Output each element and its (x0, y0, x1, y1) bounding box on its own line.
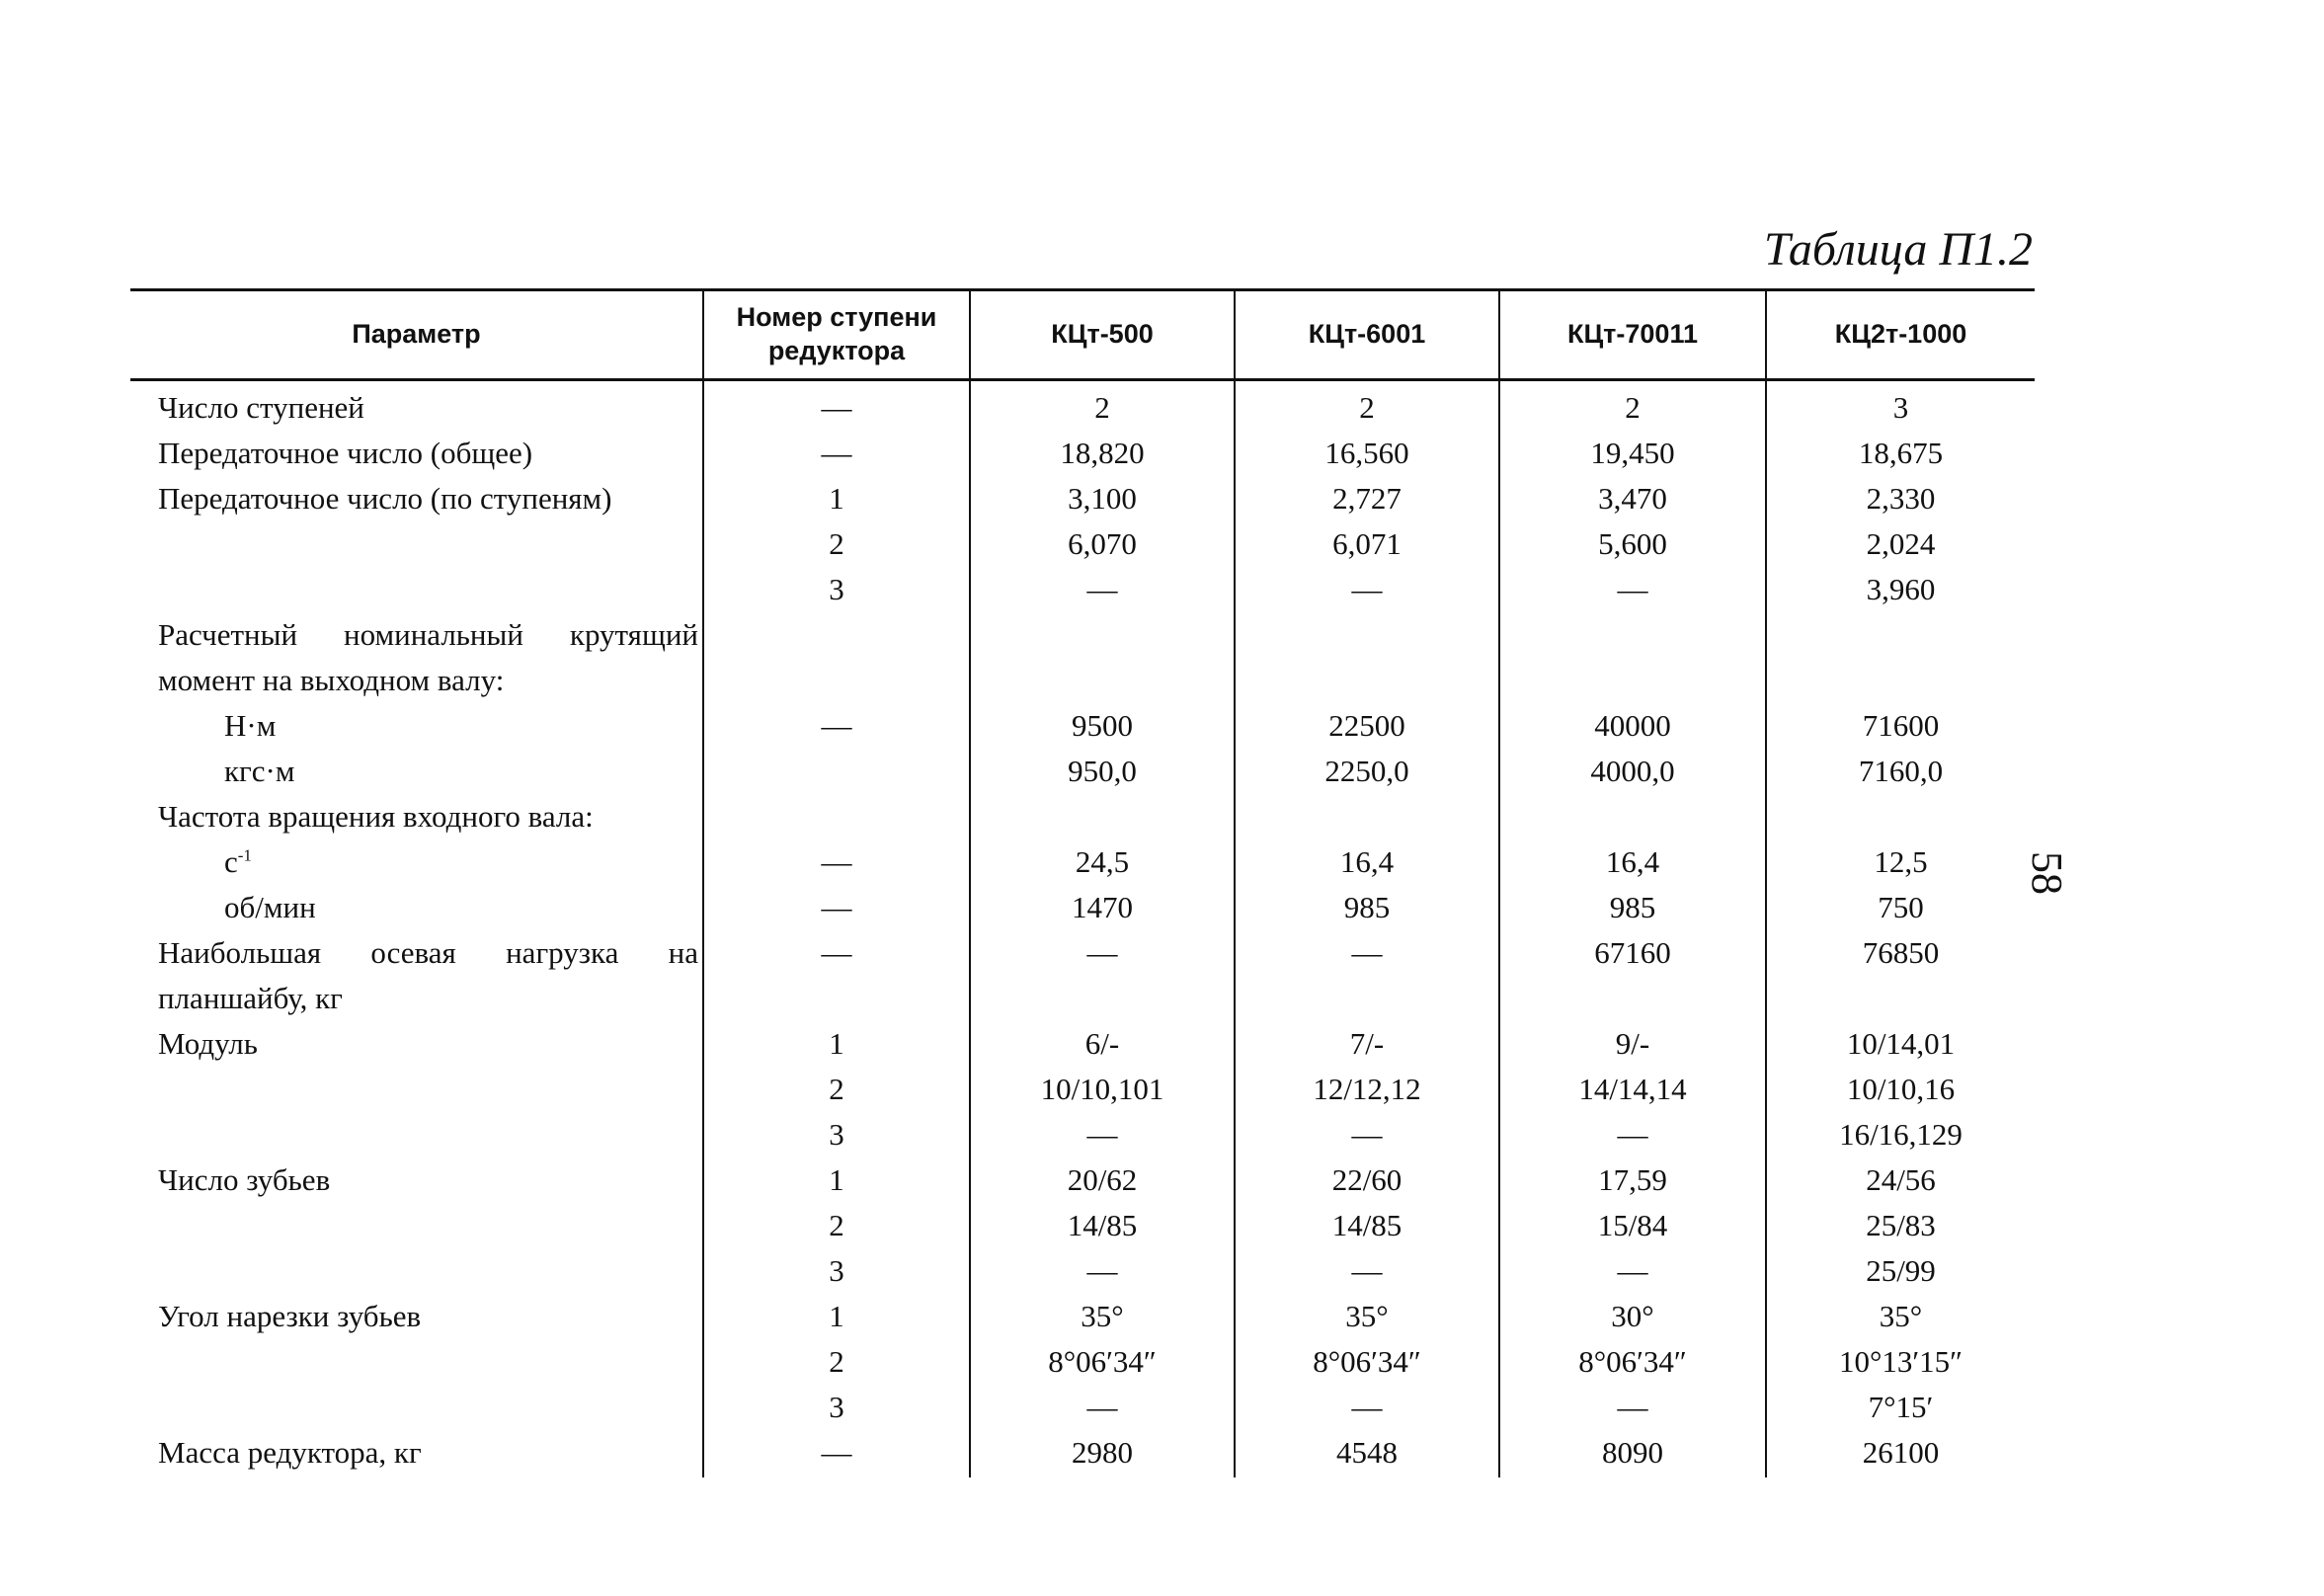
stage-cell (703, 747, 970, 792)
parameter-cell (130, 1201, 703, 1246)
table-row (130, 747, 2035, 792)
stage-cell: 2 (703, 1337, 970, 1383)
parameter-cell (130, 474, 703, 519)
kc2t-1000-cell: 24/56 (1766, 1156, 2035, 1201)
kct-70011-cell: 14/14,14 (1499, 1065, 1766, 1110)
kct-500-cell: 9500 (970, 701, 1235, 747)
table-row (130, 656, 2035, 701)
kc2t-1000-cell: 76850 (1766, 928, 2035, 974)
parameter-cell (130, 701, 703, 747)
kct-500-cell: 35° (970, 1292, 1235, 1337)
parameter-text: Наибольшая осевая нагрузка на (158, 935, 698, 970)
table-row (130, 1065, 2035, 1110)
kct-500-cell: — (970, 565, 1235, 610)
parameter-text: Передаточное число (по ступеням) (158, 481, 612, 516)
kct-70011-cell: 19,450 (1499, 429, 1766, 474)
parameter-cell (130, 429, 703, 474)
parameter-cell (130, 792, 703, 838)
kct-500-cell (970, 974, 1235, 1019)
kct-6001-cell (1235, 656, 1499, 701)
kc2t-1000-cell (1766, 792, 2035, 838)
table-row (130, 1246, 2035, 1292)
kct-500-cell: 6,070 (970, 519, 1235, 565)
kc2t-1000-cell: 10/14,01 (1766, 1019, 2035, 1065)
parameter-cell (130, 747, 703, 792)
kct-6001-cell: — (1235, 565, 1499, 610)
stage-cell: — (703, 1428, 970, 1477)
kct-6001-cell: — (1235, 1383, 1499, 1428)
table-row (130, 429, 2035, 474)
stage-cell: 2 (703, 1065, 970, 1110)
kct-500-cell: 3,100 (970, 474, 1235, 519)
parameter-cell (130, 565, 703, 610)
kc2t-1000-cell: 18,675 (1766, 429, 2035, 474)
kct-6001-cell (1235, 610, 1499, 656)
kct-70011-cell: 5,600 (1499, 519, 1766, 565)
kct-500-cell: 18,820 (970, 429, 1235, 474)
stage-cell: — (703, 928, 970, 974)
table-row (130, 1337, 2035, 1383)
stage-cell (703, 610, 970, 656)
parameter-text: Модуль (158, 1026, 258, 1061)
parameter-text: Расчетный номинальный крутящий (158, 617, 698, 652)
kct-500-cell: 6/- (970, 1019, 1235, 1065)
table-row (130, 1201, 2035, 1246)
header-parameter: Параметр (130, 290, 703, 380)
kct-500-cell: 950,0 (970, 747, 1235, 792)
kct-6001-cell: — (1235, 1246, 1499, 1292)
parameter-cell (130, 1156, 703, 1201)
kct-70011-cell: 40000 (1499, 701, 1766, 747)
table-row (130, 1428, 2035, 1477)
stage-cell (703, 792, 970, 838)
parameter-cell (130, 656, 703, 701)
table-row (130, 1383, 2035, 1428)
kc2t-1000-cell: 25/99 (1766, 1246, 2035, 1292)
table-row (130, 974, 2035, 1019)
kct-500-cell: — (970, 1110, 1235, 1156)
kc2t-1000-cell: 7°15′ (1766, 1383, 2035, 1428)
kc2t-1000-cell: 10/10,16 (1766, 1065, 2035, 1110)
stage-cell: 2 (703, 1201, 970, 1246)
parameter-text: об/мин (224, 890, 316, 924)
kct-6001-cell: 16,560 (1235, 429, 1499, 474)
spec-table (130, 288, 2035, 1477)
kc2t-1000-cell: 3 (1766, 380, 2035, 430)
kct-70011-cell (1499, 610, 1766, 656)
kc2t-1000-cell: 12,5 (1766, 838, 2035, 883)
kct-6001-cell: 22/60 (1235, 1156, 1499, 1201)
stage-cell: — (703, 883, 970, 928)
kct-6001-cell: 2250,0 (1235, 747, 1499, 792)
kct-500-cell: 10/10,101 (970, 1065, 1235, 1110)
header-stage: Номер ступени редуктора (703, 290, 970, 380)
table-row (130, 1292, 2035, 1337)
kct-500-cell (970, 656, 1235, 701)
parameter-cell (130, 883, 703, 928)
kct-70011-cell: 3,470 (1499, 474, 1766, 519)
kct-6001-cell: 14/85 (1235, 1201, 1499, 1246)
kc2t-1000-cell: 10°13′15″ (1766, 1337, 2035, 1383)
kc2t-1000-cell: 25/83 (1766, 1201, 2035, 1246)
parameter-text: момент на выходном валу: (158, 663, 505, 697)
kct-6001-cell: 12/12,12 (1235, 1065, 1499, 1110)
parameter-cell (130, 380, 703, 430)
kct-500-cell (970, 792, 1235, 838)
kct-6001-cell: 16,4 (1235, 838, 1499, 883)
kct-6001-cell: 22500 (1235, 701, 1499, 747)
parameter-cell (130, 1110, 703, 1156)
kct-500-cell: — (970, 1383, 1235, 1428)
table-row (130, 701, 2035, 747)
parameter-cell (130, 1246, 703, 1292)
table-row (130, 1156, 2035, 1201)
kct-70011-cell: 8090 (1499, 1428, 1766, 1477)
kct-6001-cell: 7/- (1235, 1019, 1499, 1065)
kct-70011-cell: — (1499, 565, 1766, 610)
parameter-cell (130, 519, 703, 565)
kct-6001-cell (1235, 792, 1499, 838)
kc2t-1000-cell: 26100 (1766, 1428, 2035, 1477)
kc2t-1000-cell: 750 (1766, 883, 2035, 928)
kc2t-1000-cell: 2,024 (1766, 519, 2035, 565)
table-header-row (130, 290, 2035, 380)
header-kct-6001: КЦт-6001 (1235, 290, 1499, 380)
kct-70011-cell: 8°06′34″ (1499, 1337, 1766, 1383)
parameter-text: планшайбу, кг (158, 981, 343, 1015)
kct-70011-cell: — (1499, 1246, 1766, 1292)
kct-500-cell: 20/62 (970, 1156, 1235, 1201)
kc2t-1000-cell (1766, 610, 2035, 656)
parameter-text: Передаточное число (общее) (158, 436, 533, 470)
parameter-text: кгс·м (224, 754, 295, 788)
kct-6001-cell: 2 (1235, 380, 1499, 430)
stage-cell: 2 (703, 519, 970, 565)
kc2t-1000-cell: 2,330 (1766, 474, 2035, 519)
parameter-cell (130, 1292, 703, 1337)
kct-6001-cell: 2,727 (1235, 474, 1499, 519)
parameter-text: Угол нарезки зубьев (158, 1299, 422, 1333)
kct-70011-cell: 2 (1499, 380, 1766, 430)
parameter-cell (130, 1428, 703, 1477)
parameter-cell (130, 1065, 703, 1110)
kct-500-cell: 1470 (970, 883, 1235, 928)
kct-70011-cell (1499, 974, 1766, 1019)
parameter-cell (130, 928, 703, 974)
kct-70011-cell: 30° (1499, 1292, 1766, 1337)
table-body (130, 380, 2035, 1478)
parameter-cell (130, 838, 703, 883)
stage-cell: — (703, 429, 970, 474)
stage-cell: — (703, 380, 970, 430)
stage-cell: 1 (703, 474, 970, 519)
table-row (130, 1110, 2035, 1156)
kct-500-cell (970, 610, 1235, 656)
kct-70011-cell: — (1499, 1110, 1766, 1156)
kct-500-cell: 2 (970, 380, 1235, 430)
table-row (130, 838, 2035, 883)
header-kct-500: КЦт-500 (970, 290, 1235, 380)
kct-70011-cell: 17,59 (1499, 1156, 1766, 1201)
table-row (130, 565, 2035, 610)
parameter-superscript: -1 (237, 845, 252, 865)
kc2t-1000-cell (1766, 974, 2035, 1019)
kc2t-1000-cell: 35° (1766, 1292, 2035, 1337)
kct-70011-cell: 16,4 (1499, 838, 1766, 883)
kct-500-cell: 14/85 (970, 1201, 1235, 1246)
stage-cell (703, 974, 970, 1019)
kct-70011-cell (1499, 792, 1766, 838)
parameter-cell (130, 1383, 703, 1428)
table-row (130, 792, 2035, 838)
kct-70011-cell: 15/84 (1499, 1201, 1766, 1246)
parameter-cell (130, 610, 703, 656)
page-number: 58 (2023, 851, 2071, 895)
parameter-text: Число зубьев (158, 1162, 331, 1197)
parameter-text: Масса редуктора, кг (158, 1435, 422, 1470)
kct-6001-cell: 8°06′34″ (1235, 1337, 1499, 1383)
parameter-text: Н·м (224, 708, 277, 743)
header-kct-70011: КЦт-70011 (1499, 290, 1766, 380)
kct-500-cell: 24,5 (970, 838, 1235, 883)
table-row (130, 610, 2035, 656)
kct-6001-cell (1235, 974, 1499, 1019)
stage-cell: 3 (703, 1246, 970, 1292)
kct-500-cell: 2980 (970, 1428, 1235, 1477)
kct-70011-cell: 985 (1499, 883, 1766, 928)
table-row (130, 928, 2035, 974)
stage-cell: — (703, 838, 970, 883)
kct-6001-cell: 985 (1235, 883, 1499, 928)
parameter-cell (130, 1337, 703, 1383)
kct-500-cell: 8°06′34″ (970, 1337, 1235, 1383)
parameter-text: с (224, 844, 238, 879)
parameter-cell (130, 1019, 703, 1065)
stage-cell: 3 (703, 565, 970, 610)
stage-cell: 1 (703, 1019, 970, 1065)
kc2t-1000-cell (1766, 656, 2035, 701)
kc2t-1000-cell: 71600 (1766, 701, 2035, 747)
table-row (130, 883, 2035, 928)
kct-70011-cell: 9/- (1499, 1019, 1766, 1065)
table-row (130, 474, 2035, 519)
stage-cell: 1 (703, 1292, 970, 1337)
table-row (130, 380, 2035, 430)
kct-6001-cell: — (1235, 928, 1499, 974)
stage-cell: 3 (703, 1383, 970, 1428)
parameter-text: Число ступеней (158, 390, 364, 425)
stage-cell: 1 (703, 1156, 970, 1201)
table-row (130, 1019, 2035, 1065)
header-kc2t-1000: КЦ2т-1000 (1766, 290, 2035, 380)
kct-70011-cell: — (1499, 1383, 1766, 1428)
kct-6001-cell: 6,071 (1235, 519, 1499, 565)
kct-6001-cell: 35° (1235, 1292, 1499, 1337)
stage-cell (703, 656, 970, 701)
stage-cell: 3 (703, 1110, 970, 1156)
table-caption: Таблица П1.2 (1763, 223, 2033, 276)
parameter-text: Частота вращения входного вала: (158, 799, 594, 834)
kct-70011-cell: 67160 (1499, 928, 1766, 974)
stage-cell: — (703, 701, 970, 747)
kct-70011-cell: 4000,0 (1499, 747, 1766, 792)
kc2t-1000-cell: 3,960 (1766, 565, 2035, 610)
kct-70011-cell (1499, 656, 1766, 701)
kct-500-cell: — (970, 1246, 1235, 1292)
kct-500-cell: — (970, 928, 1235, 974)
kc2t-1000-cell: 7160,0 (1766, 747, 2035, 792)
table-row (130, 519, 2035, 565)
kc2t-1000-cell: 16/16,129 (1766, 1110, 2035, 1156)
kct-6001-cell: — (1235, 1110, 1499, 1156)
parameter-cell (130, 974, 703, 1019)
kct-6001-cell: 4548 (1235, 1428, 1499, 1477)
